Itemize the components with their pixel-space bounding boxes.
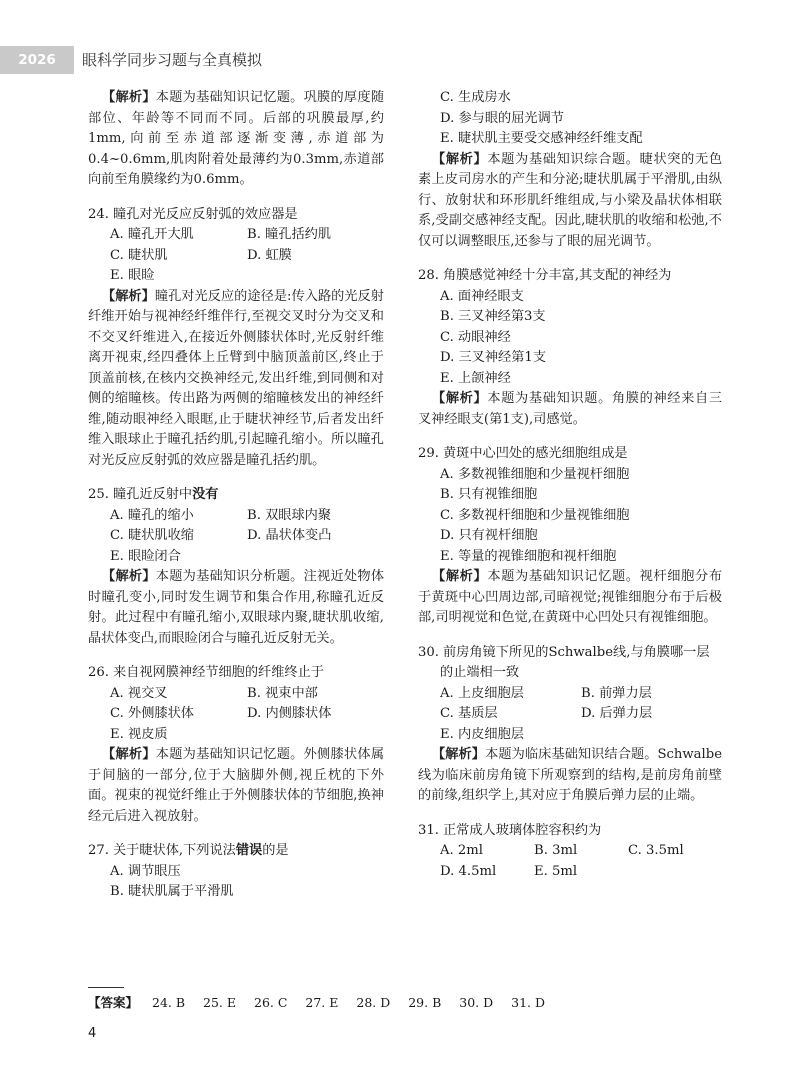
question-stem: 来自视网膜神经节细胞的纤维终止于 bbox=[112, 665, 324, 680]
analysis-text: 本题为临床基础知识结合题。Schwalbe线为临床前房角镜下所观察到的结构,是前房角前壁的前缘,组织学上,其对应于角膜后弹力层的止端。 bbox=[418, 747, 723, 803]
running-header bbox=[0, 46, 790, 78]
question-number: 24. bbox=[88, 206, 109, 222]
option-d: D. 只有视杆细胞 bbox=[440, 528, 538, 543]
question-number: 29. bbox=[418, 446, 439, 461]
question-stem-emphasis: 没有 bbox=[192, 487, 219, 502]
analysis-tag: 【解析】 bbox=[432, 569, 488, 584]
question-stem: 关于睫状体,下列说法 bbox=[112, 843, 236, 858]
analysis-text: 本题为基础知识记忆题。视杆细胞分布于黄斑中心凹周边部,司暗视觉;视锥细胞分布于后极部,司明视觉和色觉,在黄斑中心凹处只有视锥细胞。 bbox=[418, 569, 723, 625]
answer-key bbox=[88, 993, 728, 1013]
option-c: C. 生成房水 bbox=[440, 90, 511, 105]
option-b: B. 睫状肌属于平滑肌 bbox=[110, 884, 234, 899]
question-29 bbox=[418, 444, 722, 629]
analysis-text: 瞳孔对光反应的途径是:传入路的光反射纤维开始与视神经纤维伴行,至视交叉时分为交叉和不交叉纤维进入,在接近外侧膝状体时,光反射纤维离开视束,经四叠体上丘臂到中脑顶盖前区,终止于顶盖前核,在核内交换神经元,发出纤维,到同侧和对侧的缩瞳核。传出路为两侧的缩瞳核发出的神经纤维,随动眼神经入眼眶,止于睫状神经节,后者发出纤维入眼球止于瞳孔括约肌,引起瞳孔缩小。所以瞳孔对光反应反射弧的效应器是瞳孔括约肌。 bbox=[88, 288, 384, 468]
option-d: D. 后弹力层 bbox=[581, 706, 653, 721]
analysis bbox=[88, 88, 384, 191]
option-b: B. 双眼球内聚 bbox=[247, 507, 332, 523]
answer-item: 31. D bbox=[511, 995, 545, 1010]
option-d: D. 参与眼的屈光调节 bbox=[440, 110, 564, 126]
option-c: C. 外侧膝状体 bbox=[110, 706, 194, 721]
question-30 bbox=[418, 643, 722, 807]
option-c: C. 3.5ml bbox=[628, 843, 684, 858]
analysis-tag: 【解析】 bbox=[102, 90, 156, 105]
analysis-text: 本题为基础知识记忆题。巩膜的厚度随部位、年龄等不同而不同。后部的巩膜最厚,约1mm,向前至赤道部逐渐变薄,赤道部为0.4~0.6mm,肌肉附着处最薄约为0.3mm,赤道部向前至角膜缘约为0.6mm。 bbox=[88, 90, 385, 187]
analysis-tag: 【解析】 bbox=[432, 151, 488, 167]
analysis-text: 本题为基础知识记忆题。外侧膝状体属于间脑的一部分,位于大脑脚外侧,视丘枕的下外面。视束的视觉纤维止于外侧膝状体的节细胞,换神经元后进入视放射。 bbox=[88, 747, 385, 824]
analysis-text: 本题为基础知识题。角膜的神经来自三叉神经眼支(第1支),司感觉。 bbox=[418, 391, 723, 427]
option-a: A. 调节眼压 bbox=[110, 863, 181, 879]
option-e: E. 等量的视锥细胞和视杆细胞 bbox=[440, 548, 617, 564]
analysis-tag: 【解析】 bbox=[102, 747, 156, 762]
option-c: C. 动眼神经 bbox=[440, 329, 511, 345]
answer-item: 25. E bbox=[203, 995, 237, 1010]
option-b: B. 前弹力层 bbox=[581, 685, 652, 701]
option-a: A. 2ml bbox=[440, 843, 484, 858]
option-d: D. 虹膜 bbox=[247, 247, 292, 263]
option-e: E. 眼睑闭合 bbox=[110, 548, 181, 564]
option-b: B. 三叉神经第3支 bbox=[440, 309, 546, 324]
option-e: E. 上颌神经 bbox=[440, 370, 511, 386]
analysis bbox=[88, 287, 384, 472]
option-d: D. 晶状体变凸 bbox=[247, 528, 332, 543]
analysis-tag: 【解析】 bbox=[102, 569, 156, 584]
answer-item: 29. B bbox=[408, 995, 442, 1010]
option-e: E. 5ml bbox=[534, 863, 578, 879]
year-badge: 2026 bbox=[0, 46, 74, 74]
analysis bbox=[88, 745, 384, 827]
question-stem: 前房角镜下所见的Schwalbe线,与角膜哪一层的止端相一致 bbox=[440, 644, 710, 680]
right-column bbox=[418, 88, 722, 882]
analysis bbox=[88, 567, 384, 649]
option-c: C. 多数视杆细胞和少量视锥细胞 bbox=[440, 507, 630, 523]
question-number: 27. bbox=[88, 843, 109, 858]
option-a: A. 视交叉 bbox=[110, 685, 168, 701]
option-c: C. 睫状肌收缩 bbox=[110, 528, 194, 543]
question-31 bbox=[418, 821, 722, 883]
question-number: 25. bbox=[88, 487, 109, 502]
option-b: B. 只有视锥细胞 bbox=[440, 487, 538, 502]
option-b: B. 视束中部 bbox=[247, 685, 318, 701]
option-b: B. 瞳孔括约肌 bbox=[247, 227, 332, 242]
option-a: A. 瞳孔的缩小 bbox=[110, 507, 194, 523]
analysis-tag: 【解析】 bbox=[432, 747, 486, 762]
question-stem: 瞳孔对光反应反射弧的效应器是 bbox=[112, 206, 298, 222]
option-a: A. 多数视锥细胞和少量视杆细胞 bbox=[440, 466, 630, 482]
question-stem: 黄斑中心凹处的感光细胞组成是 bbox=[442, 446, 628, 461]
question-stem-end: 的是 bbox=[262, 843, 289, 858]
answer-item: 24. B bbox=[152, 995, 186, 1010]
left-column bbox=[88, 88, 384, 903]
option-e: E. 视皮质 bbox=[110, 726, 168, 742]
question-27 bbox=[88, 841, 384, 903]
option-d: D. 内侧膝状体 bbox=[247, 706, 332, 721]
question-27-continued bbox=[418, 88, 722, 252]
analysis-text: 本题为基础知识分析题。注视近处物体时瞳孔变小,同时发生调节和集合作用,称瞳孔近反射。此过程中有瞳孔缩小,双眼球内聚,睫状肌收缩,晶状体变凸,而眼睑闭合与瞳孔近反射无关。 bbox=[88, 569, 385, 646]
answer-key-tag: 【答案】 bbox=[88, 995, 139, 1010]
question-26 bbox=[88, 663, 384, 827]
analysis bbox=[418, 745, 722, 807]
analysis-tag: 【解析】 bbox=[102, 288, 155, 304]
answer-item: 27. E bbox=[305, 995, 339, 1010]
question-28 bbox=[418, 266, 722, 430]
question-number: 26. bbox=[88, 665, 109, 680]
analysis-tag: 【解析】 bbox=[432, 391, 488, 406]
option-a: A. 瞳孔开大肌 bbox=[110, 227, 194, 242]
question-23-analysis-block bbox=[88, 88, 384, 191]
option-e: E. 睫状肌主要受交感神经纤维支配 bbox=[440, 131, 643, 146]
page-number: 4 bbox=[88, 1026, 97, 1041]
analysis bbox=[418, 150, 722, 253]
answer-item: 30. D bbox=[459, 995, 494, 1010]
option-c: C. 基质层 bbox=[440, 706, 498, 721]
analysis-text: 本题为基础知识综合题。睫状突的无色素上皮司房水的产生和分泌;睫状肌属于平滑肌,由纵行、放射状和环形肌纤维组成,与小梁及晶状体相联系,受副交感神经支配。因此,睫状肌的收缩和松弛,不仅可以调整眼压,还参与了眼的屈光调节。 bbox=[418, 151, 723, 249]
question-stem: 正常成人玻璃体腔容积约为 bbox=[442, 822, 602, 838]
question-stem: 角膜感觉神经十分丰富,其支配的神经为 bbox=[442, 268, 672, 283]
footnote-divider bbox=[88, 987, 124, 988]
question-number: 28. bbox=[418, 268, 439, 283]
question-stem: 瞳孔近反射中 bbox=[112, 487, 193, 502]
option-e: E. 眼睑 bbox=[110, 268, 155, 283]
answer-item: 26. C bbox=[254, 995, 288, 1010]
option-d: D. 三叉神经第1支 bbox=[440, 350, 547, 365]
analysis bbox=[418, 567, 722, 629]
analysis bbox=[418, 389, 722, 430]
answer-item: 28. D bbox=[356, 995, 391, 1010]
option-a: A. 面神经眼支 bbox=[440, 288, 524, 304]
option-c: C. 睫状肌 bbox=[110, 247, 168, 263]
question-24 bbox=[88, 205, 384, 472]
option-e: E. 内皮细胞层 bbox=[440, 726, 524, 742]
question-number: 31. bbox=[418, 822, 439, 838]
question-25 bbox=[88, 485, 384, 649]
question-number: 30. bbox=[418, 644, 439, 660]
book-title: 眼科学同步习题与全真模拟 bbox=[82, 51, 263, 69]
option-d: D. 4.5ml bbox=[440, 863, 497, 879]
option-b: B. 3ml bbox=[534, 843, 578, 858]
option-a: A. 上皮细胞层 bbox=[440, 685, 524, 701]
question-stem-emphasis: 错误 bbox=[235, 843, 263, 858]
